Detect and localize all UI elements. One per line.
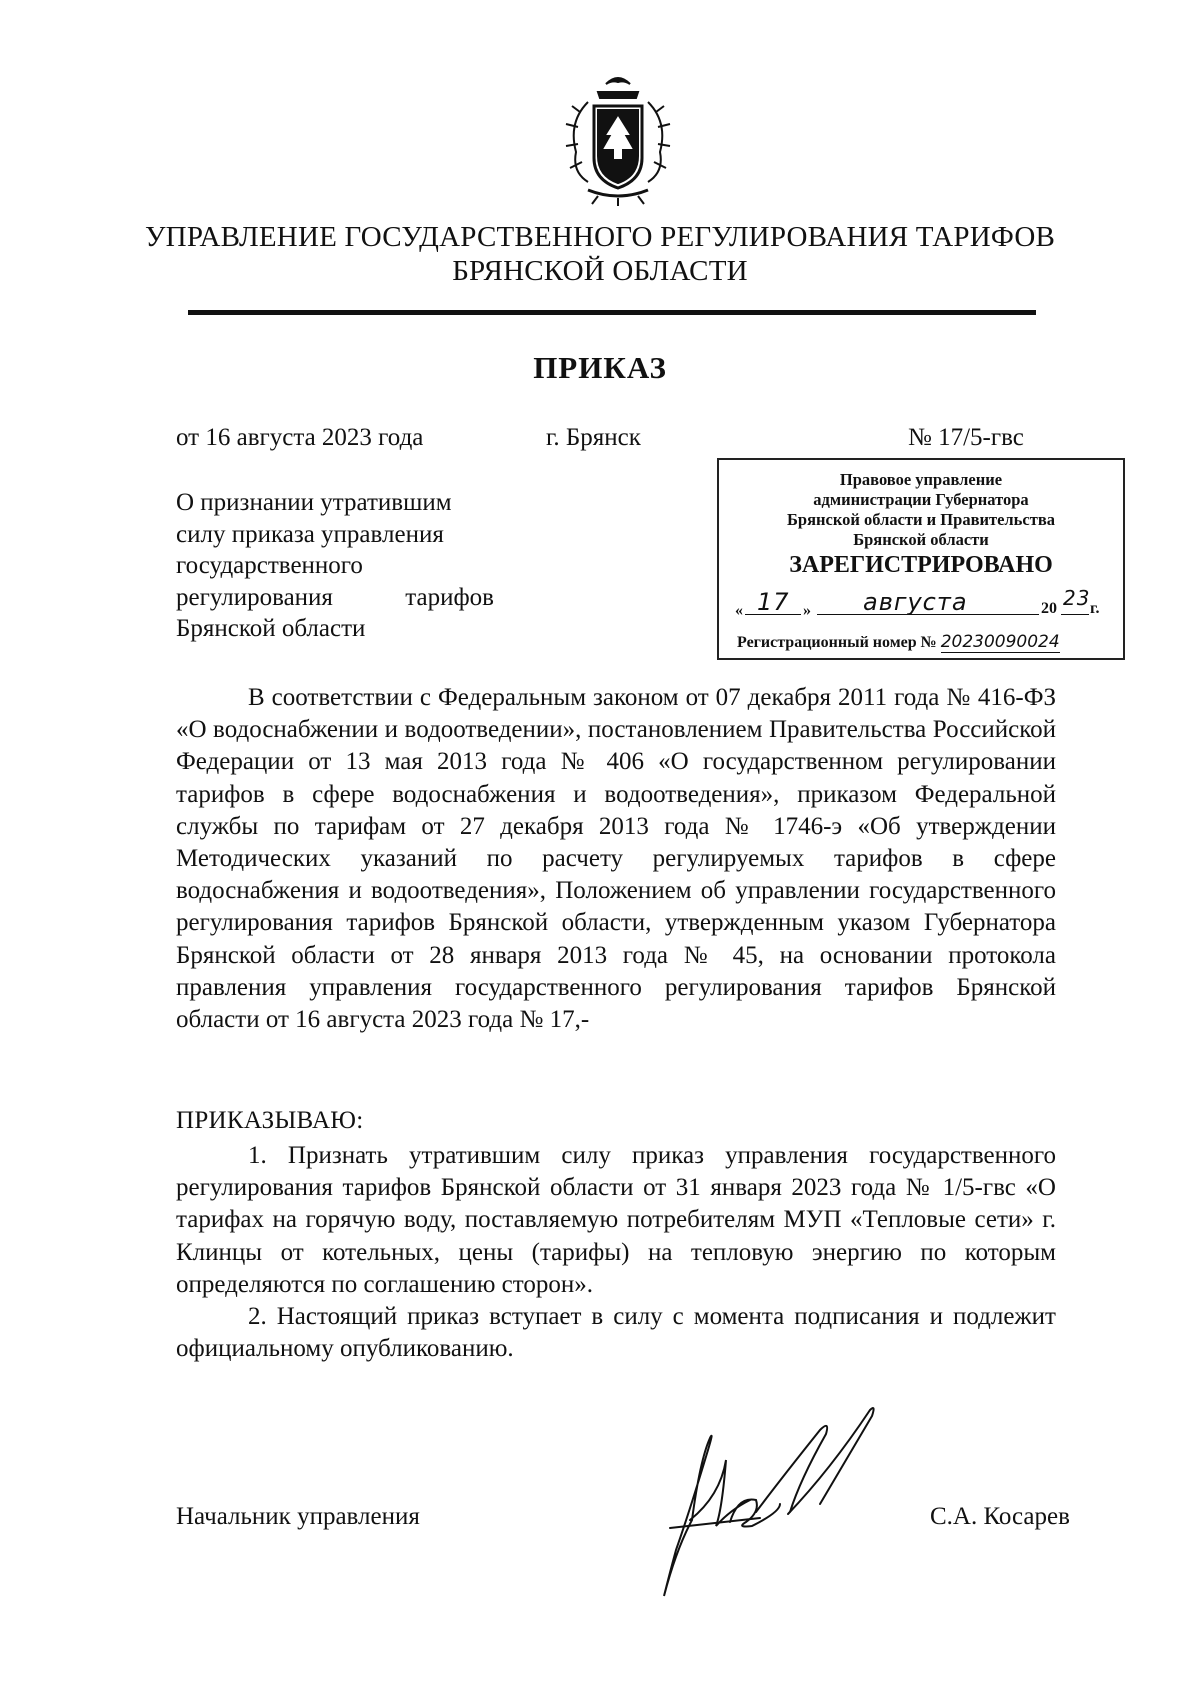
order-word: ПРИКАЗЫВАЮ: [176,1107,364,1134]
subject-line: силу приказа управления [176,520,444,548]
subject-line: О признании утратившим [176,489,452,516]
document-city: г. Брянск [546,424,641,451]
order-item-1: 1. Признать утратившим силу приказ управления государственного регулирования тарифов Брянской области от 31 января 2023 года № 1/5-гвс «О тарифах на горячую воду, поставляемую потребителям МУП «Тепловые сети» г. Клинцы от котельных, цены (тарифы) на тепловую энергию по которым определяются по соглашению сторон». [176,1142,1056,1298]
stamp-registration-label: Регистрационный номер № [737,634,937,651]
coat-of-arms-emblem [558,72,678,208]
stamp-registration [737,632,1060,652]
document-number: № 17/5-гвс [908,424,1024,451]
stamp-line2: администрации Губернатора [813,490,1029,509]
stamp-month: августа [863,588,968,616]
document-subject [176,487,494,645]
stamp-status: ЗАРЕГИСТРИРОВАНО [789,552,1053,578]
header-divider [188,310,1036,315]
document-type-title: ПРИКАЗ [533,350,667,385]
handwritten-signature [630,1400,930,1600]
stamp-line3: Брянской области и Правительства [787,510,1055,529]
organization-name [0,220,1200,288]
signatory-position: Начальник управления [176,1503,420,1530]
stamp-year-mark: г. [1090,600,1100,617]
subject-line: Брянской области [176,615,366,642]
stamp-line4: Брянской области [853,530,989,549]
order-items [176,1140,1056,1365]
subject-line: регулирования тарифов [176,583,494,611]
stamp-year-suffix: 23 [1063,586,1091,610]
stamp-date: « 17 » августа 20 23 г. [735,586,1100,619]
organization-name-line1: УПРАВЛЕНИЕ ГОСУДАРСТВЕННОГО РЕГУЛИРОВАНИЯ ТАРИФОВ [144,221,1056,253]
stamp-line1: Правовое управление [839,470,1003,489]
document-date: от 16 августа 2023 года [176,424,424,451]
stamp-day: 17 [757,588,790,616]
subject-line: государственного [176,552,363,579]
stamp-registration-number: 20230090024 [940,632,1060,652]
stamp-year-prefix: 20 [1041,600,1057,617]
registration-stamp [717,458,1125,660]
preamble-paragraph: В соответствии с Федеральным законом от 07 декабря 2011 года № 416-ФЗ «О водоснабжении и водоотведении», постановлением Правительства Российской Федерации от 13 мая 2013 года № 406 «О государственном регулировании тарифов в сфере водоснабжения и водоотведения», приказом Федеральной службы по тарифам от 27 декабря 2013 года № 1746-э «Об утверждении Методических указаний по расчету регулируемых тарифов в сфере водоснабжения и водоотведения», Положением об управлении государственного регулирования тарифов Брянской области, утвержденным указом Губернатора Брянской области от 28 января 2013 года № 45, на основании протокола правления управления государственного регулирования тарифов Брянской области от 16 августа 2023 года № 17,- [176,684,1056,1034]
signatory-name: С.А. Косарев [930,1503,1070,1530]
order-item-2: 2. Настоящий приказ вступает в силу с момента подписания и подлежит официальному опубликованию. [176,1303,1056,1363]
organization-name-line2: БРЯНСКОЙ ОБЛАСТИ [452,255,748,287]
